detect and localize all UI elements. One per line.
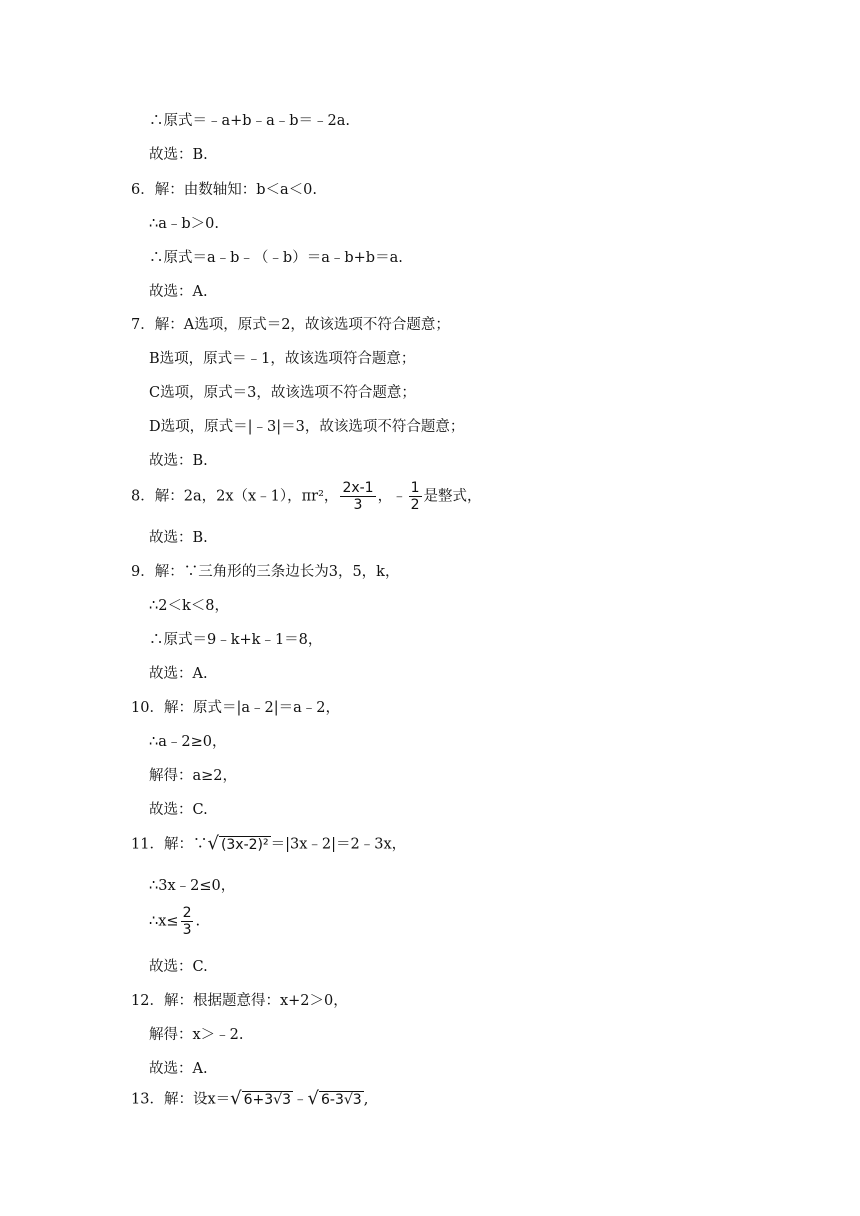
text-segment: 8．解：2a，2x（x﹣1），πr²， — [131, 488, 339, 505]
answer-line: 故选：A. — [149, 1061, 208, 1077]
radicand: (3x-2)² — [220, 837, 269, 853]
text-segment: ∴x≤ — [149, 913, 179, 930]
solution-13-heading — [131, 1089, 368, 1110]
solution-line: B选项，原式＝﹣1，故该选项符合题意； — [149, 351, 416, 367]
solution-9-heading: 9．解：∵三角形的三条边长为3，5，k， — [131, 564, 400, 580]
text-segment: ，﹣ — [377, 488, 407, 505]
square-root — [308, 1089, 364, 1110]
text-segment: , — [363, 1091, 369, 1108]
radicand: 6+3√3 — [243, 1092, 291, 1108]
text-segment: . — [195, 913, 201, 930]
fraction-numerator: 2 — [182, 905, 192, 921]
fraction-denominator: 2 — [410, 497, 420, 513]
radical-sign: √ — [230, 1088, 242, 1109]
solution-line: ∴2＜k＜8， — [149, 598, 229, 614]
solution-6-heading: 6．解：由数轴知：b＜a＜0. — [131, 182, 317, 198]
square-root — [207, 834, 270, 855]
solution-line: D选项，原式＝|﹣3|＝3，故该选项不符合题意； — [149, 419, 465, 435]
solution-line: 解得：x＞﹣2. — [149, 1027, 244, 1043]
square-root — [230, 1089, 293, 1110]
text-segment: 是整式， — [423, 488, 482, 505]
fraction-denominator: 3 — [353, 497, 363, 513]
answer-line: 故选：B. — [149, 147, 208, 163]
solution-line: ∴3x﹣2≤0， — [149, 878, 236, 894]
fraction-numerator: 1 — [410, 480, 420, 496]
answer-line: 故选：C. — [149, 802, 208, 818]
solution-12-heading: 12．解：根据题意得：x+2＞0， — [131, 993, 348, 1009]
fraction-denominator: 3 — [182, 922, 192, 938]
radical-sign: √ — [307, 1088, 319, 1109]
fraction — [181, 905, 194, 938]
solution-line: ∴原式＝9﹣k+k﹣1＝8， — [149, 632, 323, 648]
answer-line: 故选：C. — [149, 959, 208, 975]
solution-line: ∴a﹣2≥0， — [149, 734, 227, 750]
solution-11-heading — [131, 834, 406, 855]
solution-line — [149, 905, 200, 938]
radical-sign: √ — [207, 833, 219, 854]
answer-line: 故选：A. — [149, 284, 208, 300]
fraction-numerator: 2x-1 — [342, 480, 374, 496]
solution-line: 解得：a≥2， — [149, 768, 238, 784]
answer-line: 故选：B. — [149, 530, 208, 546]
solution-10-heading: 10．解：原式＝|a﹣2|＝a﹣2， — [131, 700, 340, 716]
fraction — [409, 480, 422, 513]
radicand: 6-3√3 — [320, 1092, 362, 1108]
solution-7-heading: 7．解：A选项，原式＝2，故该选项不符合题意； — [131, 317, 450, 333]
solution-line: ∴原式＝﹣a+b﹣a﹣b＝﹣2a. — [149, 113, 350, 129]
solution-line: ∴原式＝a﹣b﹣（﹣b）＝a﹣b+b＝a. — [149, 250, 403, 266]
text-segment: 13．解：设x＝ — [131, 1091, 231, 1108]
text-segment: ﹣ — [293, 1091, 308, 1108]
solution-line: ∴a﹣b＞0. — [149, 216, 219, 232]
text-segment: ＝|3x﹣2|＝2﹣3x， — [270, 836, 407, 853]
answer-line: 故选：B. — [149, 453, 208, 469]
answer-line: 故选：A. — [149, 666, 208, 682]
solution-8-heading — [131, 480, 482, 513]
text-segment: 11．解：∵ — [131, 836, 208, 853]
fraction — [340, 480, 375, 513]
solution-line: C选项，原式＝3，故该选项不符合题意； — [149, 385, 416, 401]
